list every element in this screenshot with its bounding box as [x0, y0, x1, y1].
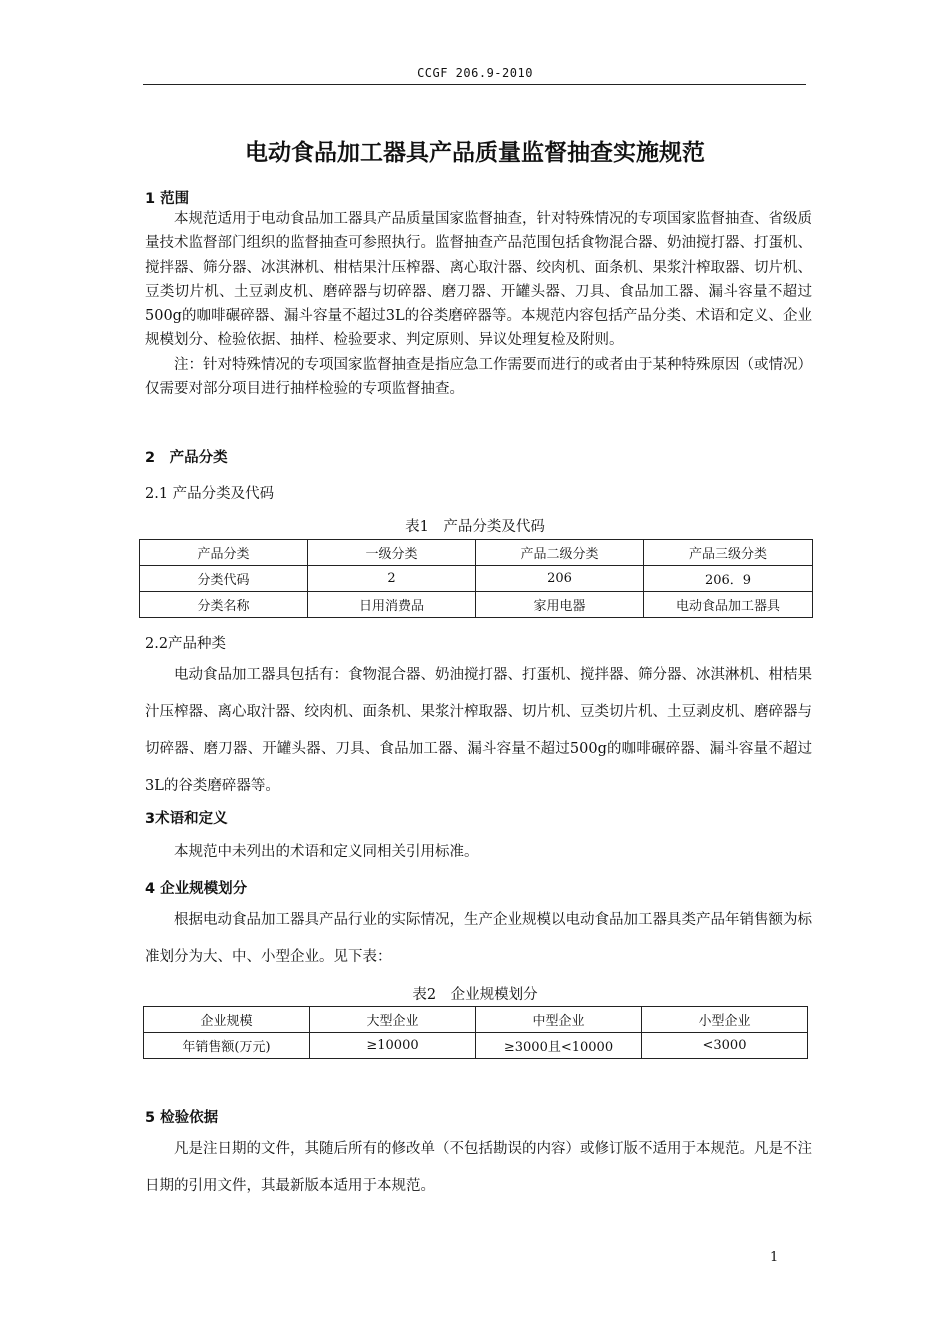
- table-cell: 分类代码: [140, 566, 308, 592]
- table-2-enterprise-scale: [143, 1006, 808, 1059]
- section-3-heading: 3术语和定义: [145, 811, 228, 827]
- document-title: 电动食品加工器具产品质量监督抽查实施规范: [245, 140, 705, 166]
- table-cell: 分类名称: [140, 592, 308, 618]
- table-cell: 家用电器: [476, 592, 644, 618]
- table-cell: 一级分类: [308, 540, 476, 566]
- table-cell: 产品三级分类: [644, 540, 813, 566]
- section-2-2-heading: 2.2产品种类: [145, 636, 227, 652]
- section-1-note: 注：针对特殊情况的专项国家监督抽查是指应急工作需要而进行的或者由于某种特殊原因（或情况）仅需要对部分项目进行抽样检验的专项监督抽查。: [145, 356, 812, 398]
- table-cell: 企业规模: [144, 1007, 310, 1033]
- table-cell: 206: [476, 566, 644, 592]
- header-code: CCGF 206.9-2010: [417, 66, 533, 80]
- table-row: [144, 1007, 808, 1033]
- section-4-paragraph: 根据电动食品加工器具产品行业的实际情况，生产企业规模以电动食品加工器具类产品年销售额为标准划分为大、中、小型企业。见下表：: [145, 912, 812, 965]
- table-row: [144, 1033, 808, 1059]
- table-cell: 中型企业: [476, 1007, 642, 1033]
- section-1-body: [145, 207, 812, 401]
- table-row: [140, 566, 813, 592]
- table-cell: 年销售额(万元): [144, 1033, 310, 1059]
- table-cell: <3000: [642, 1033, 808, 1059]
- section-1-heading: 1 范围: [145, 191, 190, 207]
- section-5-paragraph: 凡是注日期的文件，其随后所有的修改单（不包括勘误的内容）或修订版不适用于本规范。凡是不注日期的引用文件，其最新版本适用于本规范。: [145, 1141, 812, 1194]
- table-cell: 日用消费品: [308, 592, 476, 618]
- table-cell: 产品二级分类: [476, 540, 644, 566]
- section-2-1-heading: 2.1 产品分类及代码: [145, 486, 275, 502]
- table-2-caption: 表2 企业规模划分: [412, 987, 538, 1003]
- table-cell: 电动食品加工器具: [644, 592, 813, 618]
- section-4-heading: 4 企业规模划分: [145, 881, 248, 897]
- section-5-heading: 5 检验依据: [145, 1110, 219, 1126]
- table-cell: 2: [308, 566, 476, 592]
- section-1-paragraph: 本规范适用于电动食品加工器具产品质量国家监督抽查，针对特殊情况的专项国家监督抽查、省级质量技术监督部门组织的监督抽查可参照执行。监督抽查产品范围包括食物混合器、奶油搅打器、打蛋机、搅拌器、筛分器、冰淇淋机、柑桔果汁压榨器、离心取汁器、绞肉机、面条机、果浆汁榨取器、切片机、豆类切片机、土豆剥皮机、磨碎器与切碎器、磨刀器、开罐头器、刀具、食品加工器、漏斗容量不超过500g的咖啡碾碎器、漏斗容量不超过3L的谷类磨碎器等。本规范内容包括产品分类、术语和定义、企业规模划分、检验依据、抽样、检验要求、判定原则、异议处理复检及附则。: [145, 211, 812, 349]
- table-row: [140, 592, 813, 618]
- section-2-2-paragraph: 电动食品加工器具包括有：食物混合器、奶油搅打器、打蛋机、搅拌器、筛分器、冰淇淋机、柑桔果汁压榨器、离心取汁器、绞肉机、面条机、果浆汁榨取器、切片机、豆类切片机、土豆剥皮机、磨碎器与切碎器、磨刀器、开罐头器、刀具、食品加工器、漏斗容量不超过500g的咖啡碾碎器、漏斗容量不超过3L的谷类磨碎器等。: [145, 667, 812, 794]
- section-2-2-body: [145, 657, 812, 805]
- table-row: [140, 540, 813, 566]
- table-cell: 大型企业: [310, 1007, 476, 1033]
- page-number: 1: [770, 1250, 779, 1265]
- table-cell: ≥3000且<10000: [476, 1033, 642, 1059]
- table-cell: 206．9: [644, 566, 813, 592]
- table-cell: 产品分类: [140, 540, 308, 566]
- table-1-product-classification: [139, 539, 813, 618]
- section-4-body: [145, 902, 812, 976]
- section-2-heading: 2 产品分类: [145, 450, 228, 466]
- section-3-body: [145, 834, 812, 871]
- header-rule: [143, 84, 806, 85]
- table-cell: ≥10000: [310, 1033, 476, 1059]
- section-3-paragraph: 本规范中未列出的术语和定义同相关引用标准。: [174, 844, 479, 860]
- section-5-body: [145, 1131, 812, 1205]
- table-cell: 小型企业: [642, 1007, 808, 1033]
- table-1-caption: 表1 产品分类及代码: [405, 519, 545, 535]
